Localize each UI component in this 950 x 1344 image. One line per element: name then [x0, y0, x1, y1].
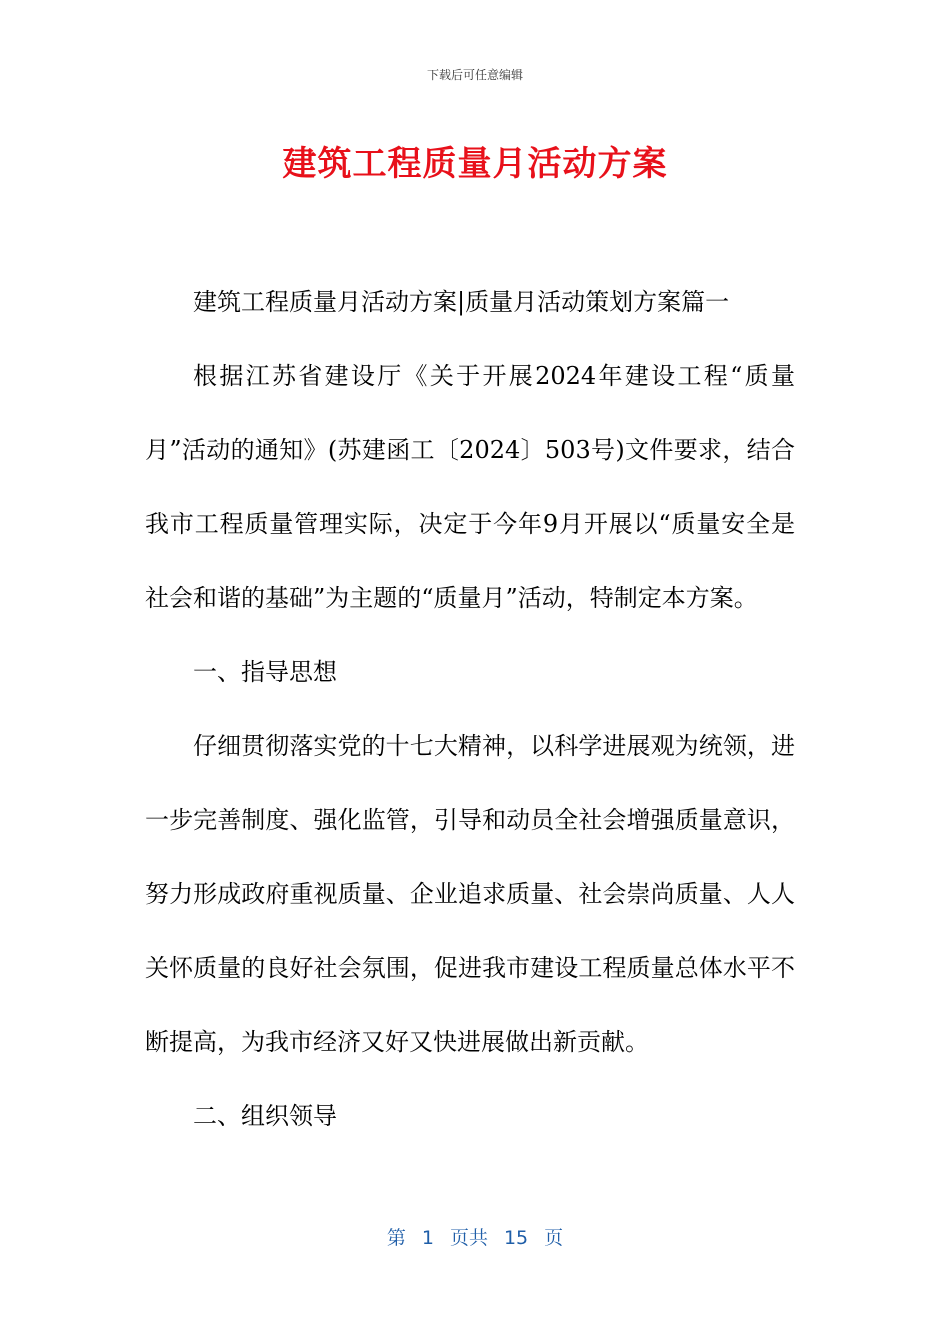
paragraph-intro: 根据江苏省建设厅《关于开展2024年建设工程“质量月”活动的通知》(苏建函工〔2024〕503号)文件要求，结合我市工程质量管理实际，决定于今年9月开展以“质量安全是社会和谐的基础”为主题的“质量月”活动，特制定本方案。 — [145, 362, 795, 612]
section-heading-guiding-thought: 一、指导思想 — [193, 658, 337, 686]
footer-page-suffix: 页 — [544, 1227, 564, 1249]
paragraph-subtitle: 建筑工程质量月活动方案|质量月活动策划方案篇一 — [193, 288, 730, 316]
document-body — [145, 265, 795, 1153]
paragraph-guiding-thought: 仔细贯彻落实党的十七大精神，以科学进展观为统领，进一步完善制度、强化监管，引导和动员全社会增强质量意识，努力形成政府重视质量、企业追求质量、社会崇尚质量、人人关怀质量的良好社会氛围，促进我市建设工程质量总体水平不断提高，为我市经济又好又快进展做出新贡献。 — [145, 732, 795, 1056]
header-note: 下载后可任意编辑 — [426, 68, 523, 82]
footer-page-mid: 页共 — [449, 1227, 488, 1249]
document-title: 建筑工程质量月活动方案 — [282, 144, 668, 184]
section-heading-organization: 二、组织领导 — [193, 1102, 337, 1130]
footer-page-prefix: 第 — [386, 1227, 406, 1249]
footer-page-number: 1 — [421, 1227, 434, 1249]
page-footer — [0, 1224, 950, 1252]
footer-page-total: 15 — [503, 1227, 529, 1249]
